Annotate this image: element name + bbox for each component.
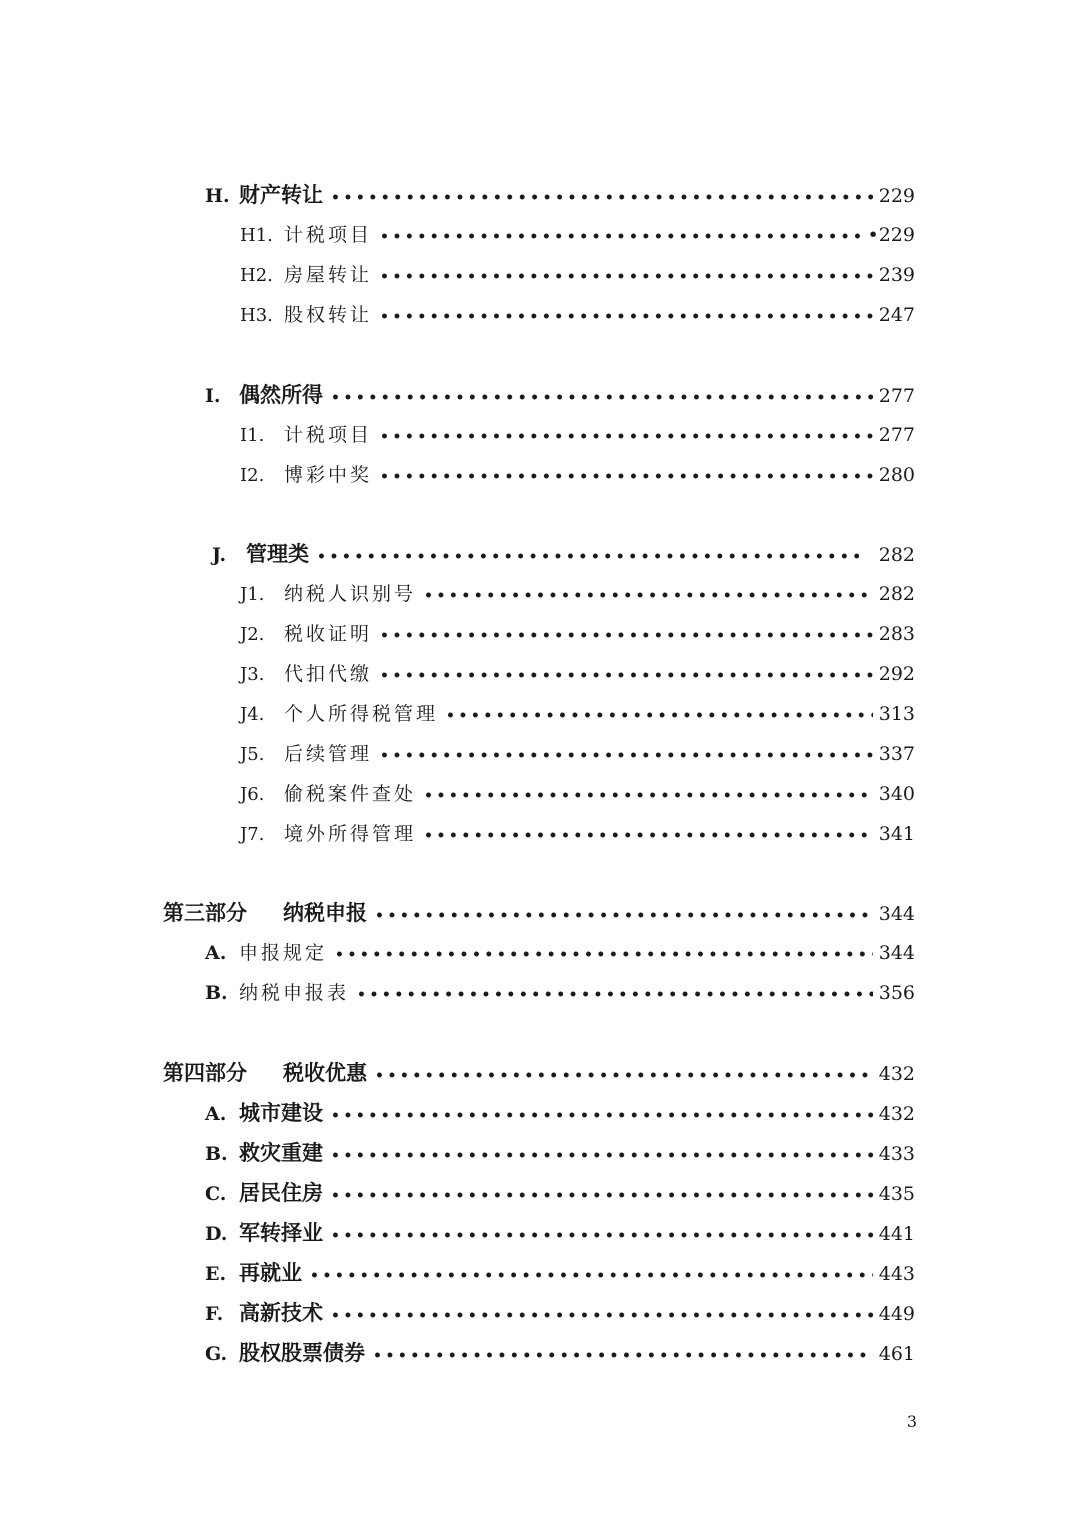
toc-title: 计税项目	[284, 224, 373, 246]
dot-leader	[380, 222, 862, 252]
toc-page-number: 433	[878, 1143, 915, 1165]
toc-title: 偶然所得	[239, 382, 323, 407]
dot-leader	[380, 661, 873, 691]
toc-page-number: 313	[878, 703, 915, 725]
toc-title: 计税项目	[284, 424, 373, 446]
toc-code: H.	[205, 185, 230, 207]
toc-title: 申报规定	[239, 942, 328, 964]
toc-title: 城市建设	[239, 1100, 323, 1125]
toc-entry-i[interactable]	[205, 380, 915, 410]
toc-page-number: 435	[878, 1183, 915, 1205]
dot-leader	[424, 581, 873, 611]
toc-title: 军转择业	[239, 1220, 323, 1245]
toc-code: H1.	[240, 225, 273, 246]
toc-page-number: 277	[878, 385, 915, 407]
toc-page-number: 247	[878, 304, 915, 326]
toc-page-number: 282	[878, 583, 915, 605]
toc-entry-j[interactable]	[212, 539, 915, 569]
toc-title: 纳税人识别号	[284, 583, 417, 605]
toc-title: 财产转让	[239, 182, 323, 207]
toc-page-number: 340	[878, 783, 915, 805]
dot-leader	[331, 1141, 873, 1171]
toc-page-number: 229	[878, 185, 915, 207]
toc-entry-part-4[interactable]	[163, 1058, 915, 1088]
toc-page-number: 282	[878, 544, 915, 566]
dot-leader	[310, 1261, 873, 1291]
dot-leader	[380, 422, 873, 452]
dot-leader	[331, 1181, 873, 1211]
dot-leader	[331, 1221, 873, 1251]
toc-title: 高新技术	[239, 1300, 323, 1325]
dot-leader	[380, 741, 873, 771]
toc-entry-4a[interactable]	[205, 1098, 915, 1128]
dot-leader	[331, 1101, 873, 1131]
toc-page-number: 441	[878, 1223, 915, 1245]
toc-page-number: 337	[878, 743, 915, 765]
toc-entry-4b[interactable]	[205, 1138, 915, 1168]
toc-entry-j6[interactable]	[240, 779, 915, 809]
toc-title: 救灾重建	[239, 1140, 323, 1165]
page-number: 3	[906, 1412, 918, 1431]
toc-title: 房屋转让	[284, 264, 373, 286]
toc-entry-4f[interactable]	[205, 1298, 915, 1328]
dot-leader	[380, 621, 873, 651]
toc-entry-4g[interactable]	[205, 1338, 915, 1368]
toc-entry-h2[interactable]	[240, 260, 915, 290]
toc-entry-h1[interactable]	[240, 220, 915, 250]
toc-entry-j4[interactable]	[240, 699, 915, 729]
toc-title: 股权股票债券	[239, 1340, 365, 1365]
toc-page-number: •229	[867, 224, 915, 246]
toc-title: 纳税申报表	[239, 982, 350, 1004]
toc-page-number: 292	[878, 663, 915, 685]
dot-leader	[317, 542, 863, 572]
dot-leader	[357, 980, 873, 1010]
toc-code: J1.	[240, 584, 265, 605]
dot-leader	[446, 701, 873, 731]
toc-entry-h3[interactable]	[240, 300, 915, 330]
toc-code: I.	[205, 385, 221, 407]
toc-code: 第三部分	[163, 900, 247, 925]
dot-leader	[380, 462, 873, 492]
toc-entry-part-3[interactable]	[163, 898, 915, 928]
toc-title: 股权转让	[284, 304, 373, 326]
toc-title: 纳税申报	[283, 900, 367, 925]
dot-leader	[424, 821, 873, 851]
toc-entry-3a[interactable]	[205, 938, 915, 968]
toc-title: 税收证明	[284, 623, 373, 645]
toc-page-number: 277	[878, 424, 915, 446]
toc-page-number: 239	[878, 264, 915, 286]
toc-page-number: 356	[878, 982, 915, 1004]
toc-page-number: 432	[878, 1103, 915, 1125]
toc-entry-j2[interactable]	[240, 619, 915, 649]
toc-code: J.	[212, 544, 227, 566]
toc-title: 后续管理	[284, 743, 373, 765]
toc-page-number: 449	[878, 1303, 915, 1325]
toc-entry-4e[interactable]	[205, 1258, 915, 1288]
toc-code: J3.	[240, 664, 265, 685]
dot-leader	[375, 1061, 873, 1091]
toc-entry-j3[interactable]	[240, 659, 915, 689]
toc-code: H3.	[240, 305, 273, 326]
toc-page-number: 344	[878, 903, 915, 925]
toc-title: 博彩中奖	[284, 464, 373, 486]
toc-code: E.	[205, 1263, 227, 1285]
toc-code: J6.	[240, 784, 265, 805]
toc-code: H2.	[240, 265, 273, 286]
dot-leader	[380, 302, 873, 332]
toc-code: F.	[205, 1303, 224, 1325]
toc-title: 居民住房	[239, 1180, 323, 1205]
dot-leader	[373, 1341, 873, 1371]
toc-entry-j1[interactable]	[240, 579, 915, 609]
toc-page-number: 344	[878, 942, 915, 964]
toc-code: B.	[205, 1143, 228, 1165]
toc-title: 税收优惠	[283, 1060, 367, 1085]
toc-page-number: 341	[878, 823, 915, 845]
toc-entry-3b[interactable]	[205, 978, 915, 1008]
toc-page-number: 283	[878, 623, 915, 645]
toc-entry-h[interactable]	[205, 180, 915, 210]
toc-entry-j5[interactable]	[240, 739, 915, 769]
toc-entry-i1[interactable]	[240, 420, 915, 450]
dot-leader	[424, 781, 873, 811]
dot-leader	[375, 901, 873, 931]
toc-code: A.	[205, 942, 227, 964]
toc-entry-4c[interactable]	[205, 1178, 915, 1208]
toc-code: 第四部分	[163, 1060, 247, 1085]
toc-entry-i2[interactable]	[240, 460, 915, 490]
toc-page-number: 443	[878, 1263, 915, 1285]
toc-entry-4d[interactable]	[205, 1218, 915, 1248]
dot-leader	[331, 183, 873, 213]
toc-code: J7.	[240, 824, 265, 845]
toc-code: I1.	[240, 425, 265, 446]
dot-leader	[335, 940, 873, 970]
toc-page-number: 432	[878, 1063, 915, 1085]
toc-code: D.	[205, 1223, 228, 1245]
toc-code: B.	[205, 982, 228, 1004]
toc-title: 个人所得税管理	[284, 703, 439, 725]
toc-code: J5.	[240, 744, 265, 765]
toc-title: 偷税案件查处	[284, 783, 417, 805]
dot-leader	[331, 1301, 873, 1331]
toc-entry-j7[interactable]	[240, 819, 915, 849]
dot-leader	[380, 262, 873, 292]
dot-leader	[331, 383, 873, 413]
toc-code: G.	[205, 1343, 228, 1365]
toc-title: 管理类	[246, 541, 309, 566]
toc-code: I2.	[240, 465, 265, 486]
toc-code: A.	[205, 1103, 227, 1125]
toc-title: 再就业	[239, 1260, 302, 1285]
toc-title: 境外所得管理	[284, 823, 417, 845]
toc-page-number: 280	[878, 464, 915, 486]
toc-code: J4.	[240, 704, 265, 725]
toc-page-number: 461	[878, 1343, 915, 1365]
toc-code: J2.	[240, 624, 265, 645]
toc-title: 代扣代缴	[284, 663, 373, 685]
toc-code: C.	[205, 1183, 227, 1205]
